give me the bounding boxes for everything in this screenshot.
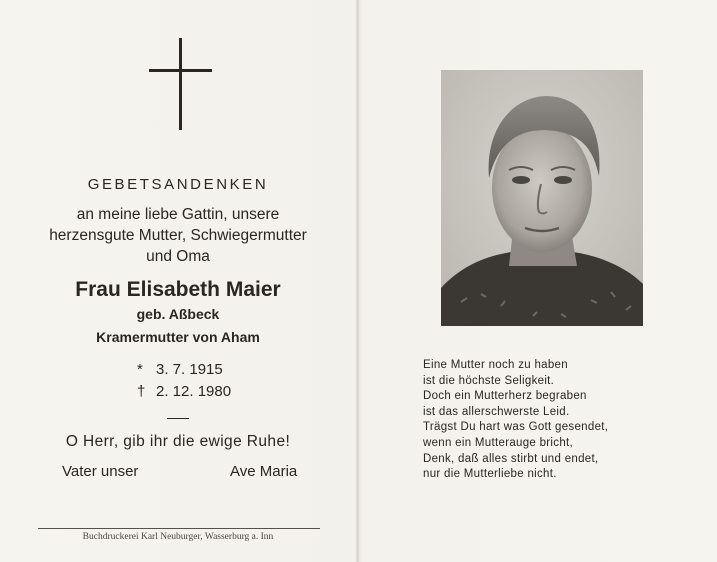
poem-line: wenn ein Mutterauge bricht, <box>423 436 574 449</box>
death-row <box>137 381 231 403</box>
printer-imprint: Buchdruckerei Karl Neuburger, Wasserburg a. Inn <box>82 532 274 542</box>
dedication-line: und Oma <box>146 248 210 265</box>
birth-star-icon: * <box>137 361 143 378</box>
card-fold <box>356 0 359 562</box>
deceased-name: Frau Elisabeth Maier <box>75 278 281 301</box>
death-date: 2. 12. 1980 <box>156 383 232 400</box>
poem-line: nur die Mutterliebe nicht. <box>423 468 557 481</box>
poem-line: ist das allerschwerste Leid. <box>423 405 570 418</box>
printer-rule <box>38 528 320 529</box>
death-dagger-icon: † <box>137 383 146 400</box>
life-dates <box>137 359 231 403</box>
cross-icon <box>179 38 182 130</box>
birth-date: 3. 7. 1915 <box>156 361 223 378</box>
poem <box>423 358 608 483</box>
birth-row <box>137 359 231 381</box>
prayer-vater-unser: Vater unser <box>62 463 139 480</box>
card-heading: GEBETSANDENKEN <box>87 176 269 193</box>
left-panel <box>0 0 356 562</box>
maiden-name: geb. Aßbeck <box>136 306 220 322</box>
divider <box>167 418 189 419</box>
portrait-photo-drawing <box>441 70 643 326</box>
epithet: Kramermutter von Aham <box>96 329 260 345</box>
dedication-text <box>0 204 356 267</box>
poem-line: Doch ein Mutterherz begraben <box>423 390 587 403</box>
cross-icon-bar <box>149 69 212 72</box>
poem-line: Trägst Du hart was Gott gesendet, <box>423 421 609 434</box>
portrait-photo <box>441 70 643 326</box>
prayer-ave-maria: Ave Maria <box>230 463 298 480</box>
dedication-line: an meine liebe Gattin, unsere <box>76 206 280 223</box>
poem-line: Denk, daß alles stirbt und endet, <box>423 452 599 465</box>
prayer-line: O Herr, gib ihr die ewige Ruhe! <box>65 433 291 450</box>
poem-line: Eine Mutter noch zu haben <box>423 359 568 371</box>
poem-line: ist die höchste Seligkeit. <box>423 374 555 387</box>
dedication-line: herzensgute Mutter, Schwiegermutter <box>49 227 307 244</box>
